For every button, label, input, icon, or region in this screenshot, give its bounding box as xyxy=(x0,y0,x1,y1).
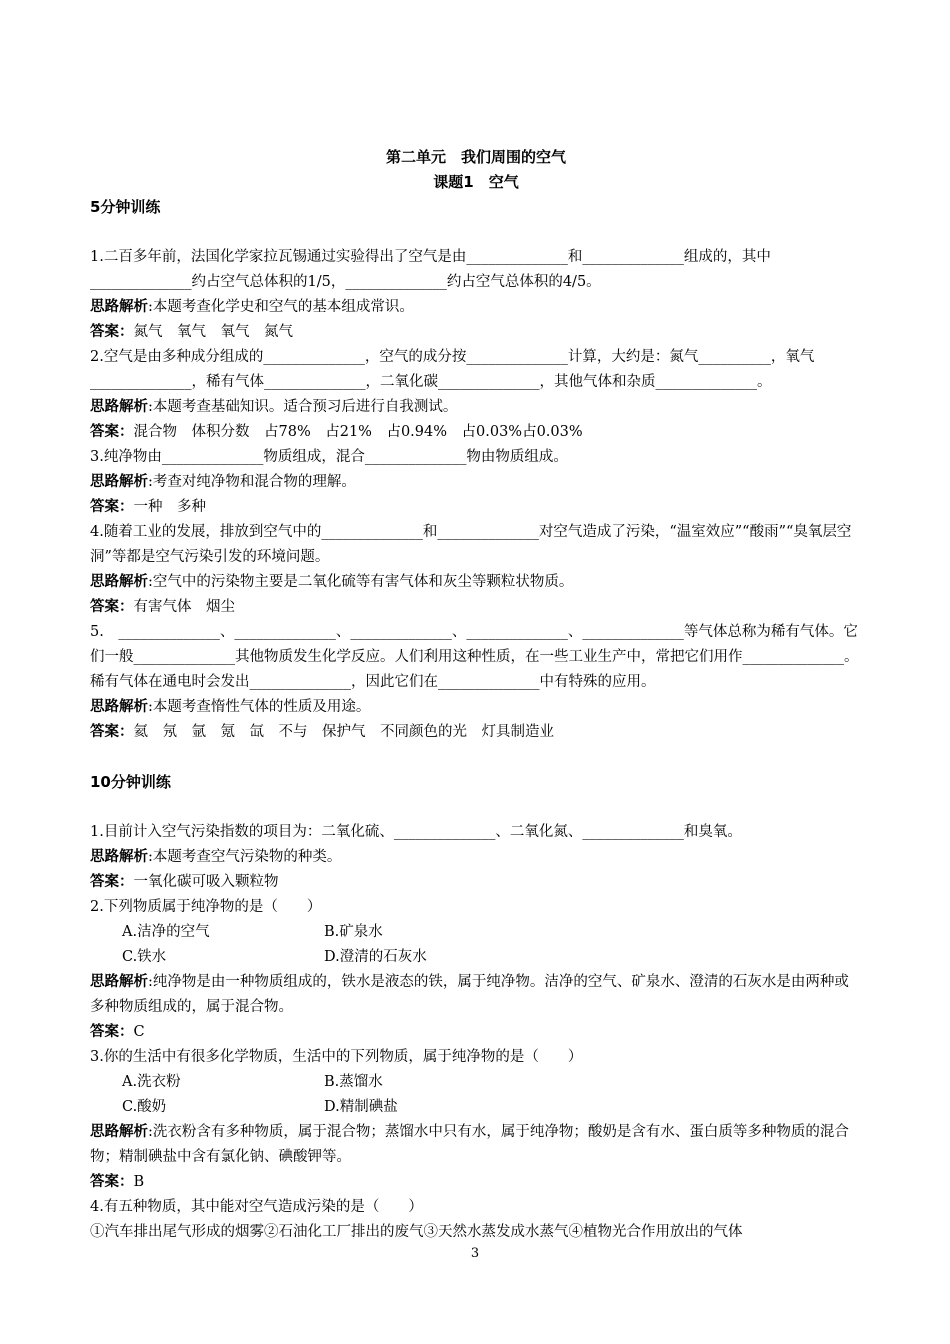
option-d: D.澄清的石灰水 xyxy=(324,949,427,965)
lesson-title: 课题1 空气 xyxy=(433,173,519,191)
question-10-4: 4.有五种物质，其中能对空气造成污染的是（ ） xyxy=(90,1199,423,1215)
document-page xyxy=(90,145,862,1245)
answer-10-3: 答案：B xyxy=(90,1174,145,1190)
answer-3: 答案：一种 多种 xyxy=(90,499,206,515)
section-5min-heading: 5分钟训练 xyxy=(90,198,161,216)
analysis-4: 思路解析:空气中的污染物主要是二氧化硫等有害气体和灰尘等颗粒状物质。 xyxy=(90,574,574,590)
page-number: 3 xyxy=(470,1246,480,1261)
analysis-3: 思路解析:考查对纯净物和混合物的理解。 xyxy=(90,474,356,490)
option-c: C.酸奶 xyxy=(122,1099,167,1115)
option-a: A.洗衣粉 xyxy=(122,1074,181,1090)
analysis-10-2: 思路解析:纯净物是由一种物质组成的，铁水是液态的铁，属于纯净物。洁净的空气、矿泉水、澄清的石灰水是由两种或多种物质组成的，属于混合物。 xyxy=(90,974,849,1015)
question-4: 4.随着工业的发展，排放到空气中的______________和______________对空气造成了污染，“温室效应”“酸雨”“臭氧层空洞”等都是空气污染引发的环境问题。 xyxy=(90,524,852,565)
option-b: B.蒸馏水 xyxy=(324,1074,383,1090)
analysis-10-3: 思路解析:洗衣粉含有多种物质，属于混合物；蒸馏水中只有水，属于纯净物；酸奶是含有水、蛋白质等多种物质的混合物；精制碘盐中含有氯化钠、碘酸钾等。 xyxy=(90,1124,849,1165)
answer-5: 答案：氦 氖 氩 氪 氙 不与 保护气 不同颜色的光 灯具制造业 xyxy=(90,724,554,740)
analysis-1: 思路解析:本题考查化学史和空气的基本组成常识。 xyxy=(90,299,414,315)
options-row xyxy=(90,920,862,945)
question-3: 3.纯净物由______________物质组成，混合______________物由物质组成。 xyxy=(90,449,568,465)
answer-4: 答案：有害气体 烟尘 xyxy=(90,599,235,615)
answer-10-2: 答案：C xyxy=(90,1024,145,1040)
options-row xyxy=(90,1095,862,1120)
question-10-4-items: ①汽车排出尾气形成的烟雾②石油化工厂排出的废气③天然水蒸发成水蒸气④植物光合作用放出的气体 xyxy=(90,1224,743,1240)
analysis-5: 思路解析:本题考查惰性气体的性质及用途。 xyxy=(90,699,371,715)
analysis-2: 思路解析:本题考查基础知识。适合预习后进行自我测试。 xyxy=(90,399,458,415)
question-10-3: 3.你的生活中有很多化学物质，生活中的下列物质，属于纯净物的是（ ） xyxy=(90,1049,583,1065)
answer-1: 答案：氮气 氧气 氧气 氮气 xyxy=(90,324,293,340)
option-c: C.铁水 xyxy=(122,949,167,965)
options-row xyxy=(90,945,862,970)
question-5: 5. ______________、______________、______________、______________、______________等气体总称为稀有气体。它们一般______________其他物质发生化学反应。人们利用这种性质，在一些工业生产中，常把它们用作______________。稀有气体在通电时会发出______________，因此它们在______________中有特殊的应用。 xyxy=(90,624,859,690)
section-10min-heading: 10分钟训练 xyxy=(90,773,171,791)
question-1: 1.二百多年前，法国化学家拉瓦锡通过实验得出了空气是由______________和______________组成的，其中______________约占空气总体积的1/5，______________约占空气总体积的4/5。 xyxy=(90,249,771,290)
option-b: B.矿泉水 xyxy=(324,924,383,940)
answer-10-1: 答案：一氧化碳可吸入颗粒物 xyxy=(90,874,279,890)
analysis-10-1: 思路解析:本题考查空气污染物的种类。 xyxy=(90,849,342,865)
option-d: D.精制碘盐 xyxy=(324,1099,398,1115)
question-10-1: 1.目前计入空气污染指数的项目为：二氧化硫、______________、二氧化氮、______________和臭氧。 xyxy=(90,824,742,840)
options-row xyxy=(90,1070,862,1095)
answer-2: 答案：混合物 体积分数 占78% 占21% 占0.94% 占0.03%占0.03% xyxy=(90,424,583,440)
option-a: A.洁净的空气 xyxy=(122,924,210,940)
unit-title: 第二单元 我们周围的空气 xyxy=(385,148,566,166)
question-10-2: 2.下列物质属于纯净物的是（ ） xyxy=(90,899,322,915)
question-2: 2.空气是由多种成分组成的______________，空气的成分按______________计算，大约是：氮气__________，氧气______________，稀有气体______________，二氧化碳______________，其他气体和杂质______________。 xyxy=(90,349,815,390)
